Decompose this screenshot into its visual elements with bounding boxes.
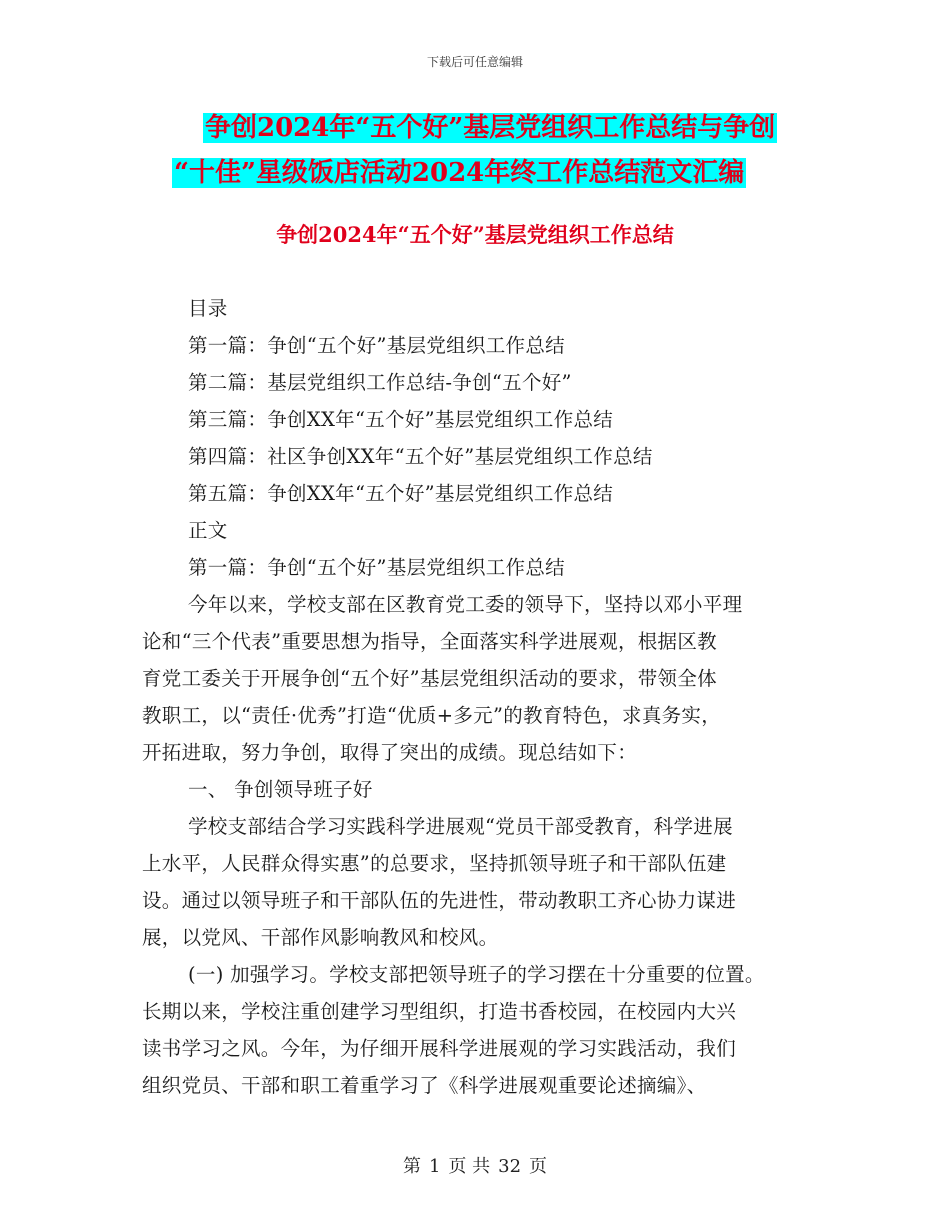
- page-number: 1: [428, 1156, 441, 1177]
- main-title-line-1: 争创2024年“五个好”基层党组织工作总结与争创: [205, 113, 776, 143]
- main-title-line-2: “十佳”星级饭店活动2024年终工作总结范文汇编: [174, 158, 745, 188]
- page-footer: 第 1 页 共 32 页: [402, 1156, 548, 1177]
- toc-item: 第四篇：社区争创XX年“五个好”基层党组织工作总结: [188, 445, 653, 468]
- toc-heading: 目录: [188, 297, 228, 320]
- paragraph-line: 设。通过以领导班子和干部队伍的先进性，带动教职工齐心协力谋进: [142, 889, 737, 912]
- article-title: 第一篇：争创“五个好”基层党组织工作总结: [188, 556, 565, 579]
- toc-item: 第一篇：争创“五个好”基层党组织工作总结: [188, 334, 565, 357]
- toc-item: 第五篇：争创XX年“五个好”基层党组织工作总结: [188, 482, 614, 505]
- section-heading: 一、 争创领导班子好: [188, 778, 373, 801]
- total-pages: 32: [498, 1156, 522, 1177]
- paragraph-line: 组织党员、干部和职工着重学习了《科学进展观重要论述摘编》、: [142, 1074, 707, 1097]
- paragraph-line: 论和“三个代表”重要思想为指导，全面落实科学进展观，根据区教: [142, 630, 717, 653]
- toc-item: 第三篇：争创XX年“五个好”基层党组织工作总结: [188, 408, 614, 431]
- header-note: 下载后可任意编辑: [426, 55, 523, 69]
- paragraph-line: 上水平，人民群众得实惠”的总要求，坚持抓领导班子和干部队伍建: [142, 852, 727, 875]
- body-heading: 正文: [188, 519, 228, 542]
- paragraph-line: 今年以来，学校支部在区教育党工委的领导下，坚持以邓小平理: [188, 593, 743, 616]
- paragraph-line: 育党工委关于开展争创“五个好”基层党组织活动的要求，带领全体: [142, 667, 717, 690]
- paragraph-line: 开拓进取，努力争创，取得了突出的成绩。现总结如下：: [142, 741, 638, 764]
- paragraph-line: 长期以来，学校注重创建学习型组织，打造书香校园，在校园内大兴: [142, 1000, 737, 1023]
- paragraph-line: (一) 加强学习。学校支部把领导班子的学习摆在十分重要的位置。: [188, 963, 765, 986]
- toc-item: 第二篇：基层党组织工作总结-争创“五个好”: [188, 371, 572, 394]
- section-title: 争创2024年“五个好”基层党组织工作总结: [276, 222, 674, 247]
- paragraph-line: 展，以党风、干部作风影响教风和校风。: [142, 926, 499, 949]
- paragraph-line: 学校支部结合学习实践科学进展观“党员干部受教育，科学进展: [188, 815, 733, 838]
- paragraph-line: 读书学习之风。今年，为仔细开展科学进展观的学习实践活动，我们: [142, 1037, 737, 1060]
- paragraph-line: 教职工，以“责任·优秀”打造“优质+多元”的教育特色，求真务实，: [142, 704, 722, 727]
